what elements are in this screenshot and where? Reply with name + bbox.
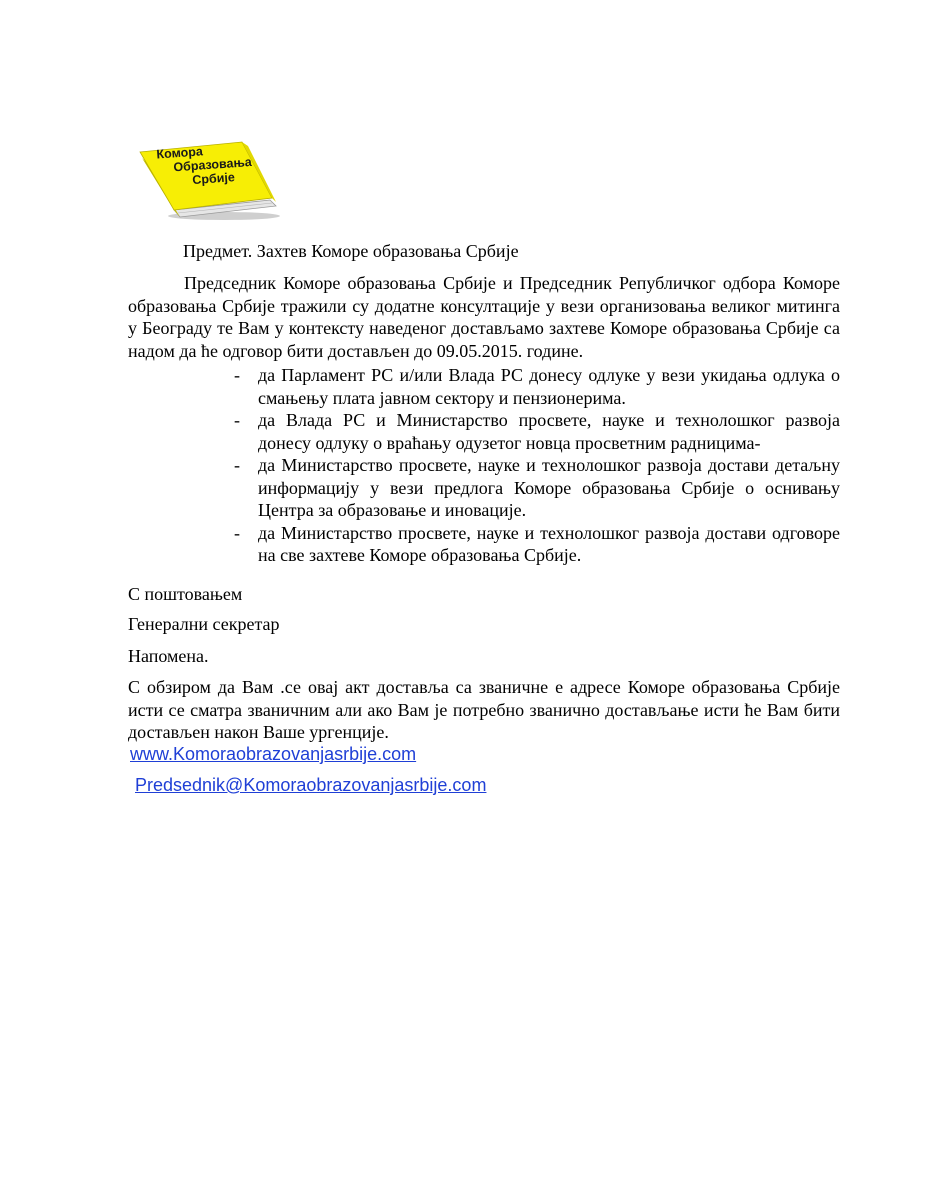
closing-salutation: С поштовањем [128, 584, 243, 604]
note-paragraph: С обзиром да Вам .се овај акт доставља са званичне е адресе Коморе образовања Србије исти се сматра званичним али ако Вам је потребно званично достављање исти ће Вам бити достављен након Ваше ургенције. [128, 677, 840, 742]
website-link[interactable]: www.Komoraobrazovanjasrbije.com [130, 744, 417, 764]
list-item-text: да Министарство просвете, науке и технолошког развоја достави одговоре на све захтеве Коморе образовања Србије. [258, 522, 840, 565]
list-item [234, 364, 840, 409]
list-dash: - [234, 410, 240, 430]
intro-paragraph [128, 272, 840, 362]
list-item [234, 409, 840, 454]
list-dash: - [234, 522, 240, 543]
logo-line-1: Комора [155, 144, 204, 162]
list-item-text: да Влада РС и Министарство просвете, науке и технолошког развоја донесу одлуку о враћању одузетог новца просветним радницима- [258, 410, 840, 453]
signature-title: Генерални секретар [128, 614, 280, 634]
requests-list [234, 364, 840, 567]
list-item-text: да Парламент РС и/или Влада РС донесу одлуке у вези укидања одлука о смањењу плата јавном сектору и пензионерима. [258, 365, 840, 408]
list-item [234, 454, 840, 522]
logo-line-2: Образовања [172, 154, 253, 175]
logo-line-3: Србије [191, 170, 236, 188]
list-item-text: да Министарство просвете, науке и технолошког развоја достави детаљну информацију у вези предлога Коморе образовања Србије о оснивању Центра за образовање и иновације. [258, 455, 840, 520]
email-link[interactable]: Predsednik@Komoraobrazovanjasrbije.com [135, 775, 487, 795]
list-item [234, 522, 840, 567]
list-dash: - [234, 455, 240, 475]
list-dash: - [234, 365, 240, 385]
note-label: Напомена. [128, 646, 209, 666]
subject-line: Предмет. Захтев Коморе образовања Србије [183, 241, 519, 261]
intro-text: Председник Коморе образовања Србије и Председник Републичког одбора Коморе образовања Србије тражили су додатне консултације у вези организовања великог митинга у Београду те Вам у контексту наведеног достављамо захтеве Коморе образовања Србије са надом да ће одговор бити достављен до 09.05.2015. године. [128, 273, 840, 361]
